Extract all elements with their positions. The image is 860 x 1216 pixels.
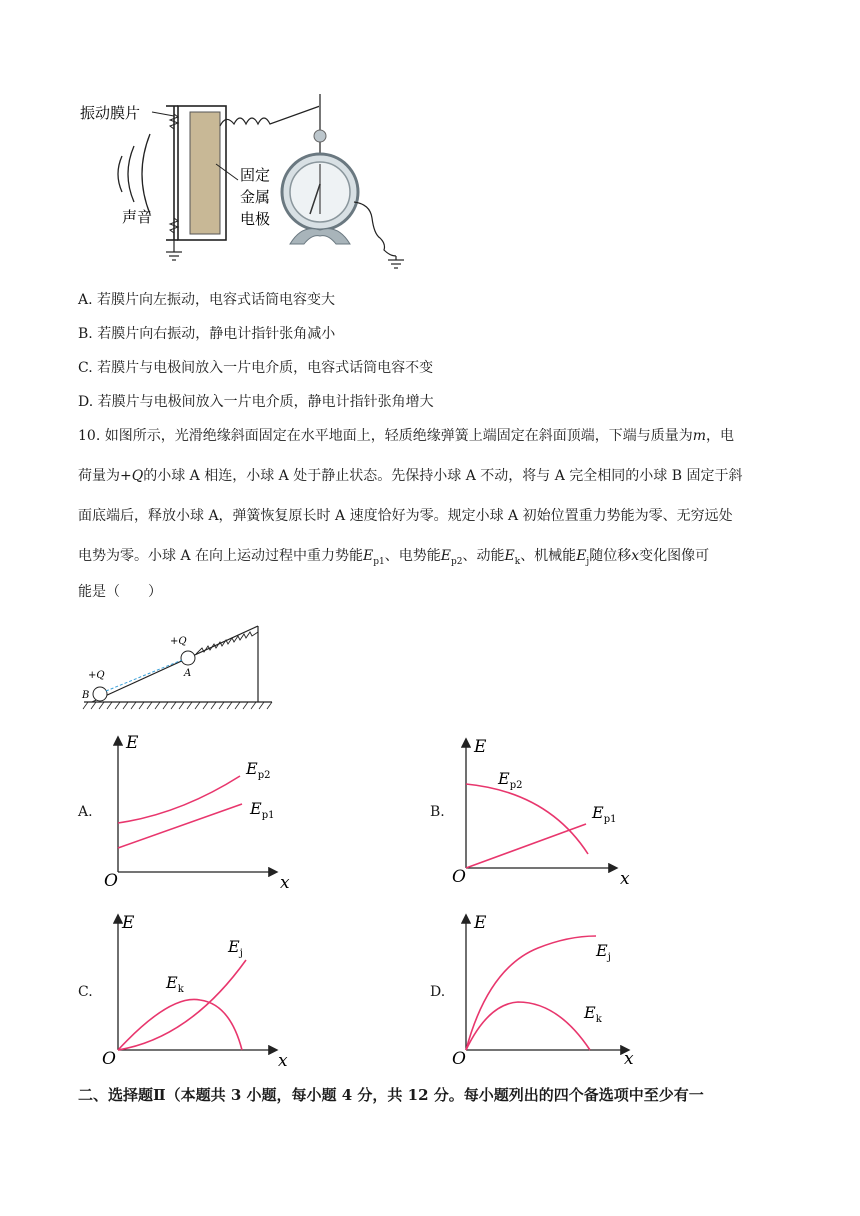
graph-c-ej-label: $E_j$ xyxy=(228,937,243,959)
graph-b-ep2-label: $E_{p2}$ xyxy=(498,769,523,791)
incline-figure xyxy=(80,620,280,716)
sound-label: 声音 xyxy=(122,208,153,226)
graph-d-y-label: E xyxy=(474,913,487,933)
graph-a-curve-ep1 xyxy=(118,804,242,848)
graph-d-x-label: x xyxy=(624,1049,634,1069)
option-a-q9: A. 若膜片向左振动，电容式话筒电容变大 xyxy=(78,292,336,308)
q10-line-5: 能是（ ） xyxy=(78,584,162,600)
graph-a-y-label: E xyxy=(126,733,139,753)
ball-b-label: B xyxy=(82,690,90,701)
graph-d-curve-ek xyxy=(466,1002,590,1050)
graph-a-origin: O xyxy=(104,871,118,891)
option-d-q9: D. 若膜片与电极间放入一片电介质，静电计指针张角增大 xyxy=(78,394,434,410)
graph-a xyxy=(100,730,300,892)
option-b-q9: B. 若膜片向右振动，静电计指针张角减小 xyxy=(78,326,336,342)
graph-b-curve-ep1 xyxy=(466,824,586,868)
graph-a-curve-ep2 xyxy=(118,776,240,823)
graph-c-curve-ej xyxy=(118,960,246,1050)
graph-d-option: D. xyxy=(430,984,446,1000)
graph-c-option: C. xyxy=(78,984,93,1000)
graph-c-y-label: E xyxy=(122,913,135,933)
q10-line-1: 10. 如图所示，光滑绝缘斜面固定在水平地面上，轻质绝缘弹簧上端固定在斜面顶端，下端与质量为m，电 xyxy=(78,428,734,444)
graph-d-origin: O xyxy=(452,1049,466,1069)
option-c-q9: C. 若膜片与电极间放入一片电介质，电容式话筒电容不变 xyxy=(78,360,434,376)
graph-b-origin: O xyxy=(452,867,466,887)
graph-a-ep1-label: $E_{p1}$ xyxy=(250,799,275,821)
graph-d xyxy=(448,908,648,1070)
graph-b-ep1-label: $E_{p1}$ xyxy=(592,803,617,825)
q10-line-4: 电势为零。小球 A 在向上运动过程中重力势能$E_{p1}$、电势能$E_{p2}$、动能$E_k$、机械能$E_j$随位移x变化图像可 xyxy=(78,548,710,567)
section-2-heading: 二、选择题Ⅱ（本题共 3 小题，每小题 4 分，共 12 分。每小题列出的四个备选项中至少有一 xyxy=(78,1086,704,1104)
graph-b-option: B. xyxy=(430,804,445,820)
charge-a-label: +Q xyxy=(170,636,187,647)
ball-a-label: A xyxy=(184,668,192,679)
graph-b-x-label: x xyxy=(620,869,630,889)
electrode-label-3: 电极 xyxy=(240,210,271,228)
microphone-figure xyxy=(70,84,430,274)
graph-b-curve-ep2 xyxy=(466,784,588,854)
membrane-label: 振动膜片 xyxy=(80,104,141,122)
q10-line-2: 荷量为+Q的小球 A 相连，小球 A 处于静止状态。先保持小球 A 不动，将与 A 完全相同的小球 B 固定于斜 xyxy=(78,468,743,484)
graph-c-origin: O xyxy=(102,1049,116,1069)
q10-line-3: 面底端后，释放小球 A，弹簧恢复原长时 A 速度恰好为零。规定小球 A 初始位置重力势能为零、无穷远处 xyxy=(78,508,733,524)
graph-c xyxy=(100,908,300,1070)
fixed-electrode xyxy=(190,112,220,234)
graph-a-x-label: x xyxy=(280,873,290,892)
electrode-label-1: 固定 xyxy=(240,166,271,184)
graph-c-ek-label: $E_k$ xyxy=(166,973,184,995)
graph-d-ej-label: $E_j$ xyxy=(596,941,611,963)
electrode-label-2: 金属 xyxy=(240,188,271,206)
graph-d-ek-label: $E_k$ xyxy=(584,1003,602,1025)
graph-b-y-label: E xyxy=(474,737,487,757)
graph-a-option: A. xyxy=(78,804,93,820)
graph-b xyxy=(448,730,648,892)
charge-b-label: +Q xyxy=(88,670,105,681)
graph-c-x-label: x xyxy=(278,1051,288,1070)
graph-a-ep2-label: $E_{p2}$ xyxy=(246,759,271,781)
